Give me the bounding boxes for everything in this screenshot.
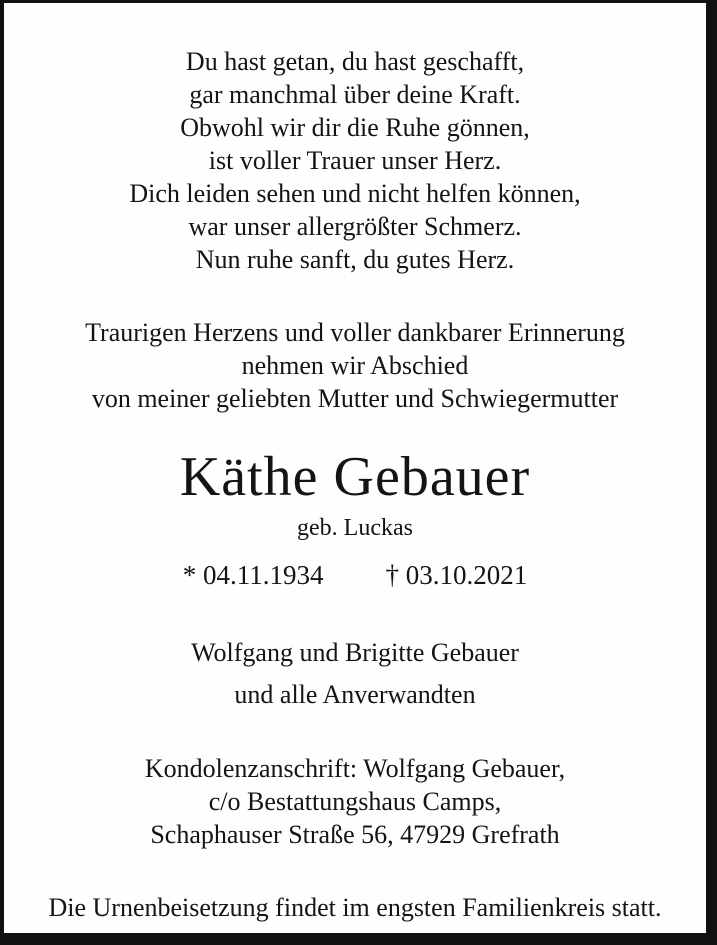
death-date: † 03.10.2021 <box>385 560 528 590</box>
intro-line: nehmen wir Abschied <box>241 351 469 380</box>
poem-line: ist voller Trauer unser Herz. <box>208 146 502 175</box>
closing-note: Die Urnenbeisetzung findet im engsten Familienkreis statt. <box>48 893 662 922</box>
condolence-line: Kondolenzanschrift: Wolfgang Gebauer, <box>144 754 566 783</box>
maiden-name: geb. Luckas <box>297 515 413 541</box>
condolence-line: c/o Bestattungshaus Camps, <box>208 787 502 816</box>
farewell-intro <box>4 316 706 415</box>
intro-line: von meiner geliebten Mutter und Schwiegermutter <box>91 384 619 413</box>
poem-line: war unser allergrößter Schmerz. <box>188 212 522 241</box>
birth-date: * 04.11.1934 <box>182 560 324 590</box>
memorial-poem <box>4 45 706 276</box>
poem-line: Obwohl wir dir die Ruhe gönnen, <box>180 113 530 142</box>
poem-line: gar manchmal über deine Kraft. <box>189 80 521 109</box>
mourner-line: und alle Anverwandten <box>234 680 476 709</box>
condolence-line: Schaphauser Straße 56, 47929 Grefrath <box>150 820 560 849</box>
mourner-line: Wolfgang und Brigitte Gebauer <box>191 638 519 667</box>
condolence-address <box>4 752 706 851</box>
intro-line: Traurigen Herzens und voller dankbarer Erinnerung <box>85 318 625 347</box>
poem-line: Du hast getan, du hast geschafft, <box>185 47 525 76</box>
deceased-name: Käthe Gebauer <box>179 446 531 508</box>
poem-line: Dich leiden sehen und nicht helfen können, <box>129 179 581 208</box>
life-dates <box>4 559 706 592</box>
mourners <box>4 632 706 716</box>
poem-line: Nun ruhe sanft, du gutes Herz. <box>195 245 515 274</box>
